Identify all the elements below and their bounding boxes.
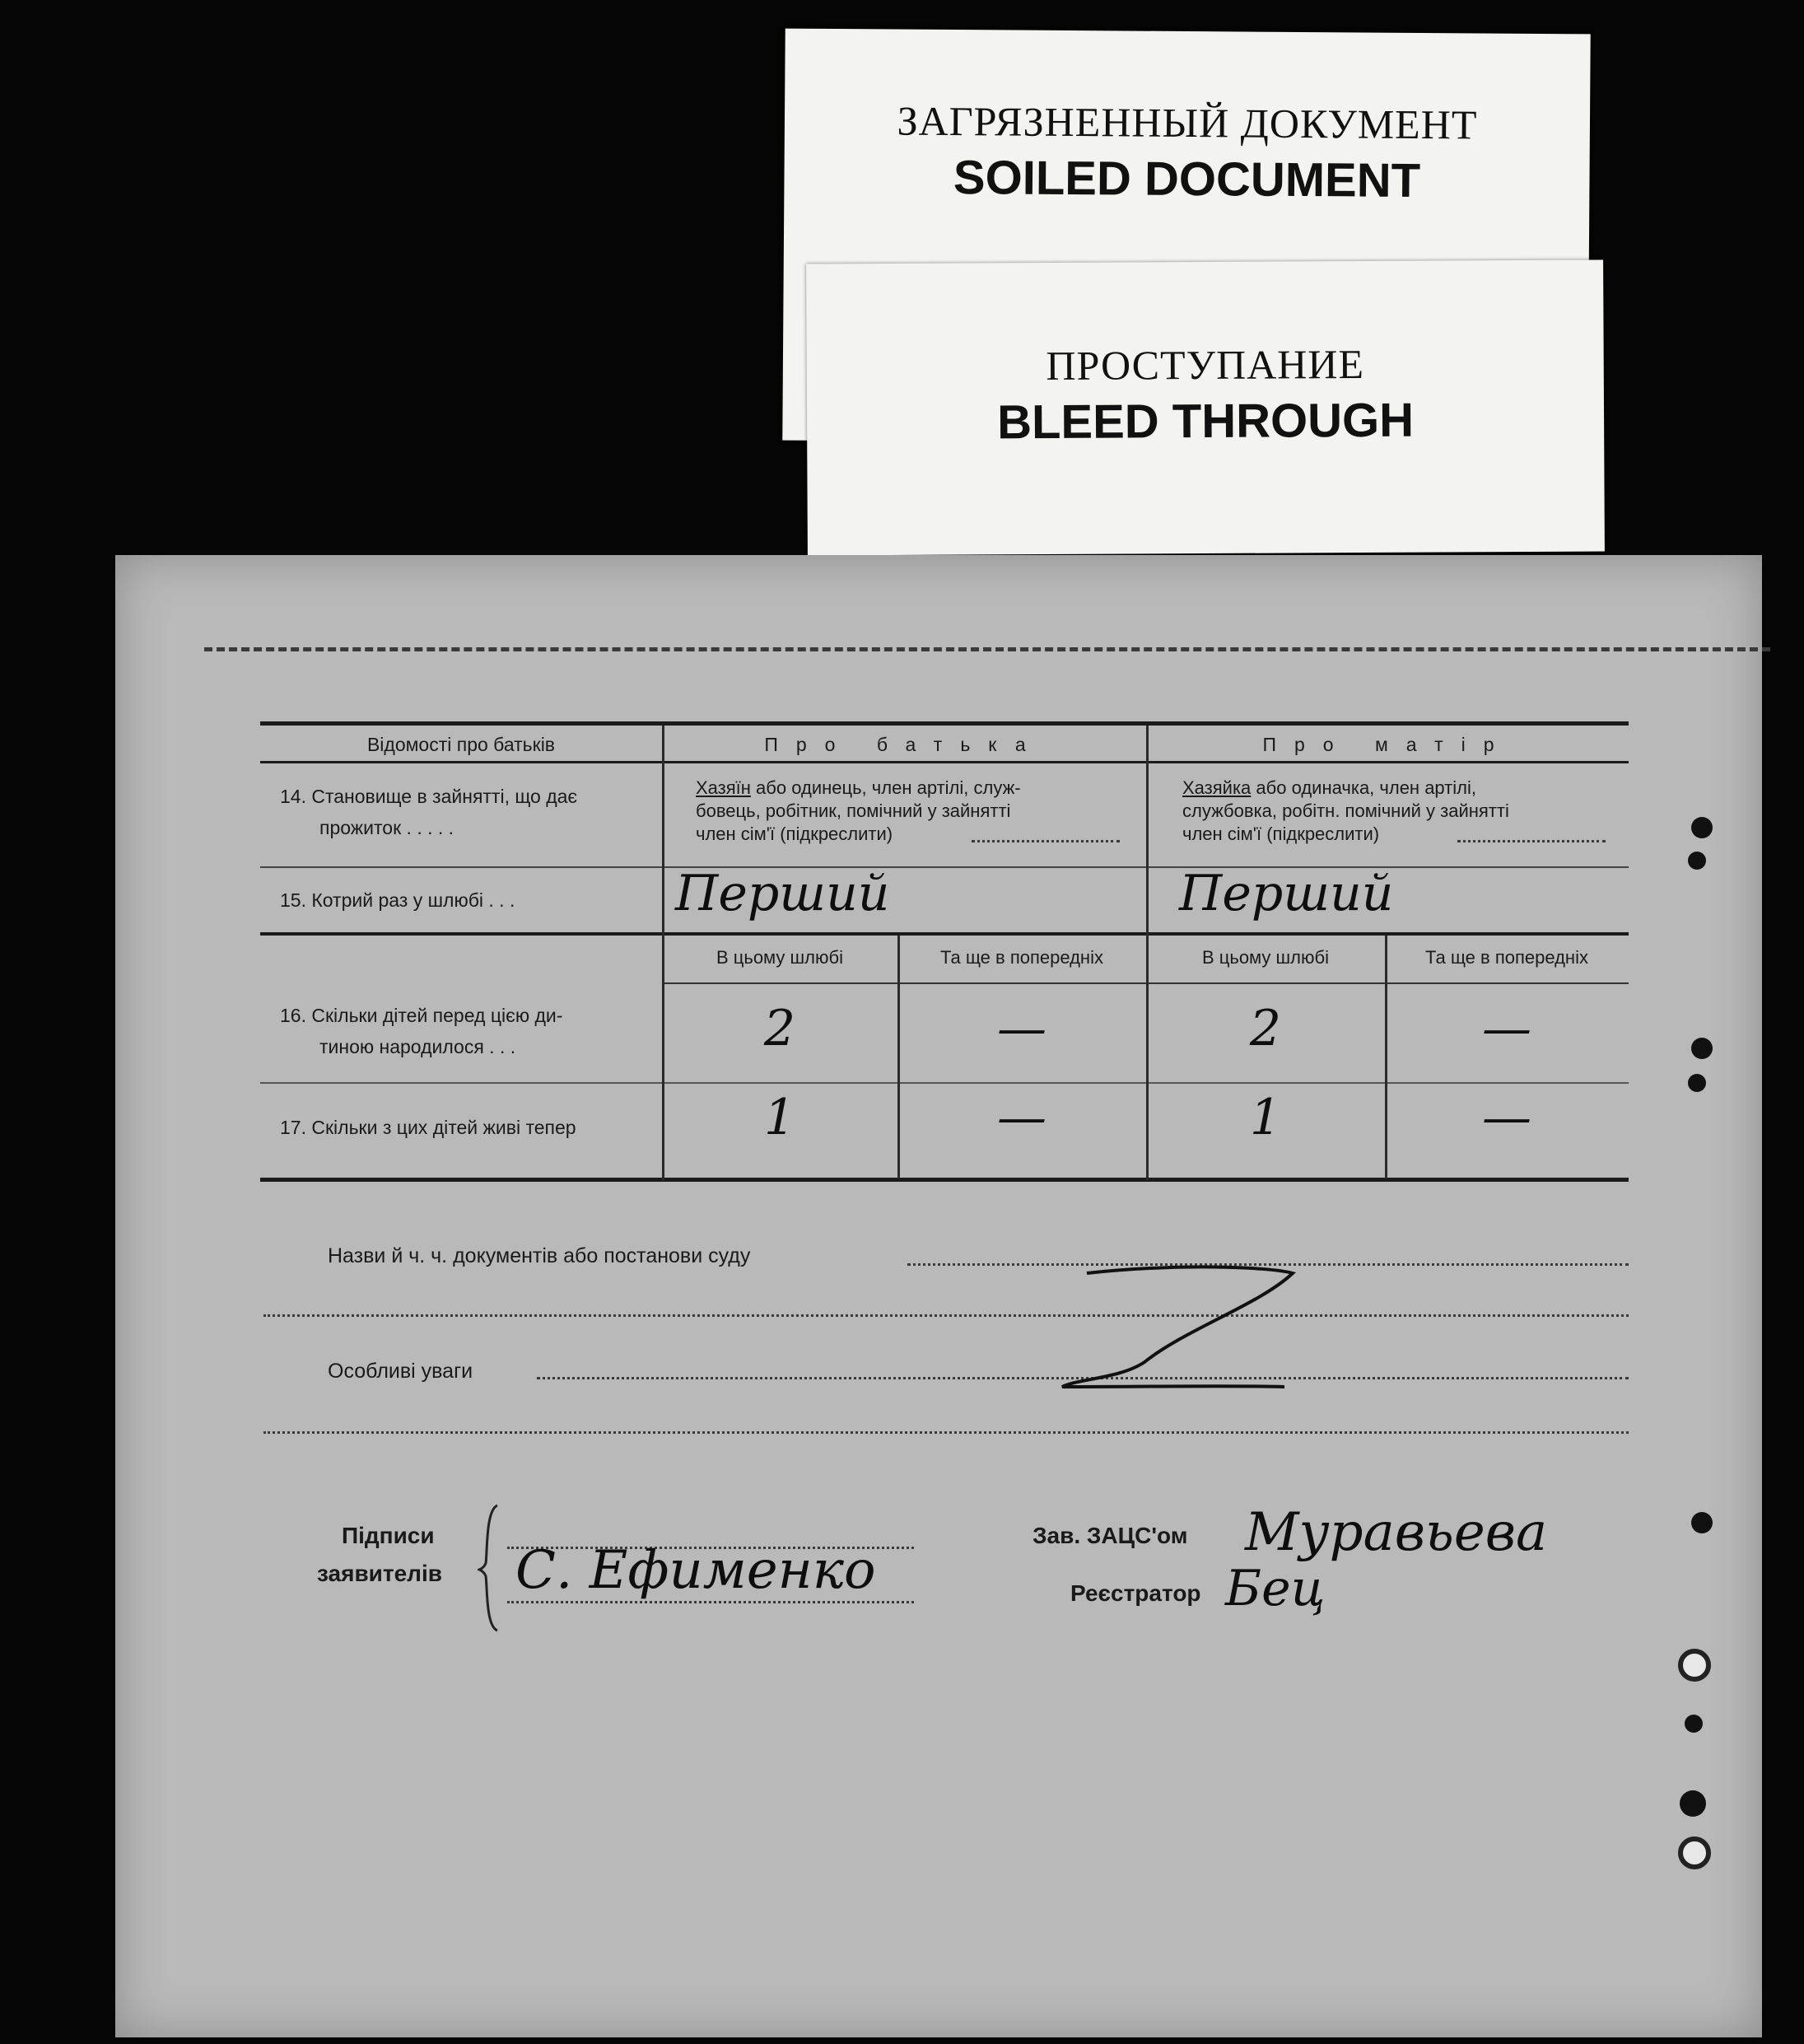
row14-father-underlined: Хазяїн [696,777,751,798]
soiled-notice-russian: ЗАГРЯЗНЕННЫЙ ДОКУМЕНТ [897,97,1478,148]
row14-rule [260,866,1629,868]
documents-label: Назви й ч. ч. документів або постанови суду [328,1244,751,1267]
row16-mother-previous: — [1482,1000,1531,1057]
row16-label-line2: тиною народилося . . . [319,1036,516,1057]
applicants-label-line2: заявителів [317,1561,442,1586]
applicant-dotline-2 [507,1601,914,1603]
subheader-rule [662,982,1629,984]
row16-rule [260,1082,1629,1084]
applicants-label-line1: Підписи [342,1523,435,1548]
row14-father-line3: член сім'ї (підкреслити) [696,824,893,844]
handwritten-dash-mark [1054,1255,1301,1403]
binding-hole [1691,817,1713,838]
subheader-father-previous: Та ще в попередніх [940,947,1103,968]
subheader-mother-previous: Та ще в попередніх [1425,947,1588,968]
row16-father-previous: — [997,1000,1047,1057]
row14-mother-underlined: Хазяйка [1182,777,1252,798]
row15-father-handwritten: Перший [675,865,890,922]
row14-mother-line2: службовка, робітн. помічний у зайнятті [1182,800,1509,821]
row16-mother-this: 2 [1249,1000,1282,1057]
binding-hole [1678,1649,1711,1682]
header-parents-info: Відомості про батьків [366,734,556,755]
table-bottom-rule [260,1178,1629,1182]
binding-hole [1688,852,1706,870]
row14-label-line2: прожиток . . . . . [319,817,454,838]
head-label: Зав. ЗАЦС'ом [1033,1523,1188,1548]
remarks-dotline-2 [263,1431,1629,1434]
row14-label-line1: 14. Становище в зайнятті, що дає [280,786,578,807]
binding-hole [1691,1512,1713,1533]
row14-father-line1: або одинець, член артілі, служ- [750,777,1021,798]
documents-dotline-2 [263,1314,1629,1317]
row15-mother-handwritten: Перший [1179,865,1394,922]
row17-mother-previous: — [1482,1089,1531,1146]
head-signature: Муравьева [1245,1502,1548,1563]
bleed-notice-russian: ПРОСТУПАНИЕ [1046,340,1365,390]
subheader-mother-this: В цьому шлюбі [1201,947,1330,968]
remarks-label: Особливі уваги [328,1360,473,1383]
row14-mother-line1: або одиначка, член артілі, [1251,777,1476,798]
row15-label: 15. Котрий раз у шлюбі . . . [280,889,515,911]
row14-mother-dotline [1457,840,1606,842]
registrar-label: Реєстратор [1070,1580,1201,1606]
header-father: Про батька [764,734,1044,755]
binding-hole [1688,1074,1706,1092]
binding-hole [1691,1038,1713,1059]
registration-form-sheet [115,555,1762,2037]
bleed-through-notice [806,259,1605,555]
row15-rule [260,932,1629,936]
perforation-line [204,647,1770,651]
applicants-brace [478,1502,502,1634]
row16-father-this: 2 [763,1000,796,1057]
row17-mother-this: 1 [1249,1089,1282,1146]
soiled-notice-english: SOILED DOCUMENT [953,151,1421,208]
binding-hole [1678,1836,1711,1869]
subheader-father-this: В цьому шлюбі [716,947,844,968]
row17-label: 17. Скільки з цих дітей живі тепер [280,1117,576,1138]
row14-father-line2: бовець, робітник, помічний у зайнятті [696,800,1011,821]
registrar-signature: Бец [1225,1560,1326,1617]
row14-mother-line3: член сім'ї (підкреслити) [1182,824,1380,844]
row16-label-line1: 16. Скільки дітей перед цією ди- [280,1005,563,1026]
applicant-signature: С. Ефименко [515,1540,876,1601]
header-rule [260,761,1629,763]
bleed-notice-english: BLEED THROUGH [996,393,1415,450]
table-top-rule [260,721,1629,726]
row14-father-dotline [972,840,1120,842]
header-mother: Про матір [1262,734,1513,755]
row17-father-previous: — [997,1089,1047,1146]
row17-father-this: 1 [763,1089,796,1146]
binding-hole [1685,1715,1703,1733]
binding-hole [1680,1790,1706,1817]
